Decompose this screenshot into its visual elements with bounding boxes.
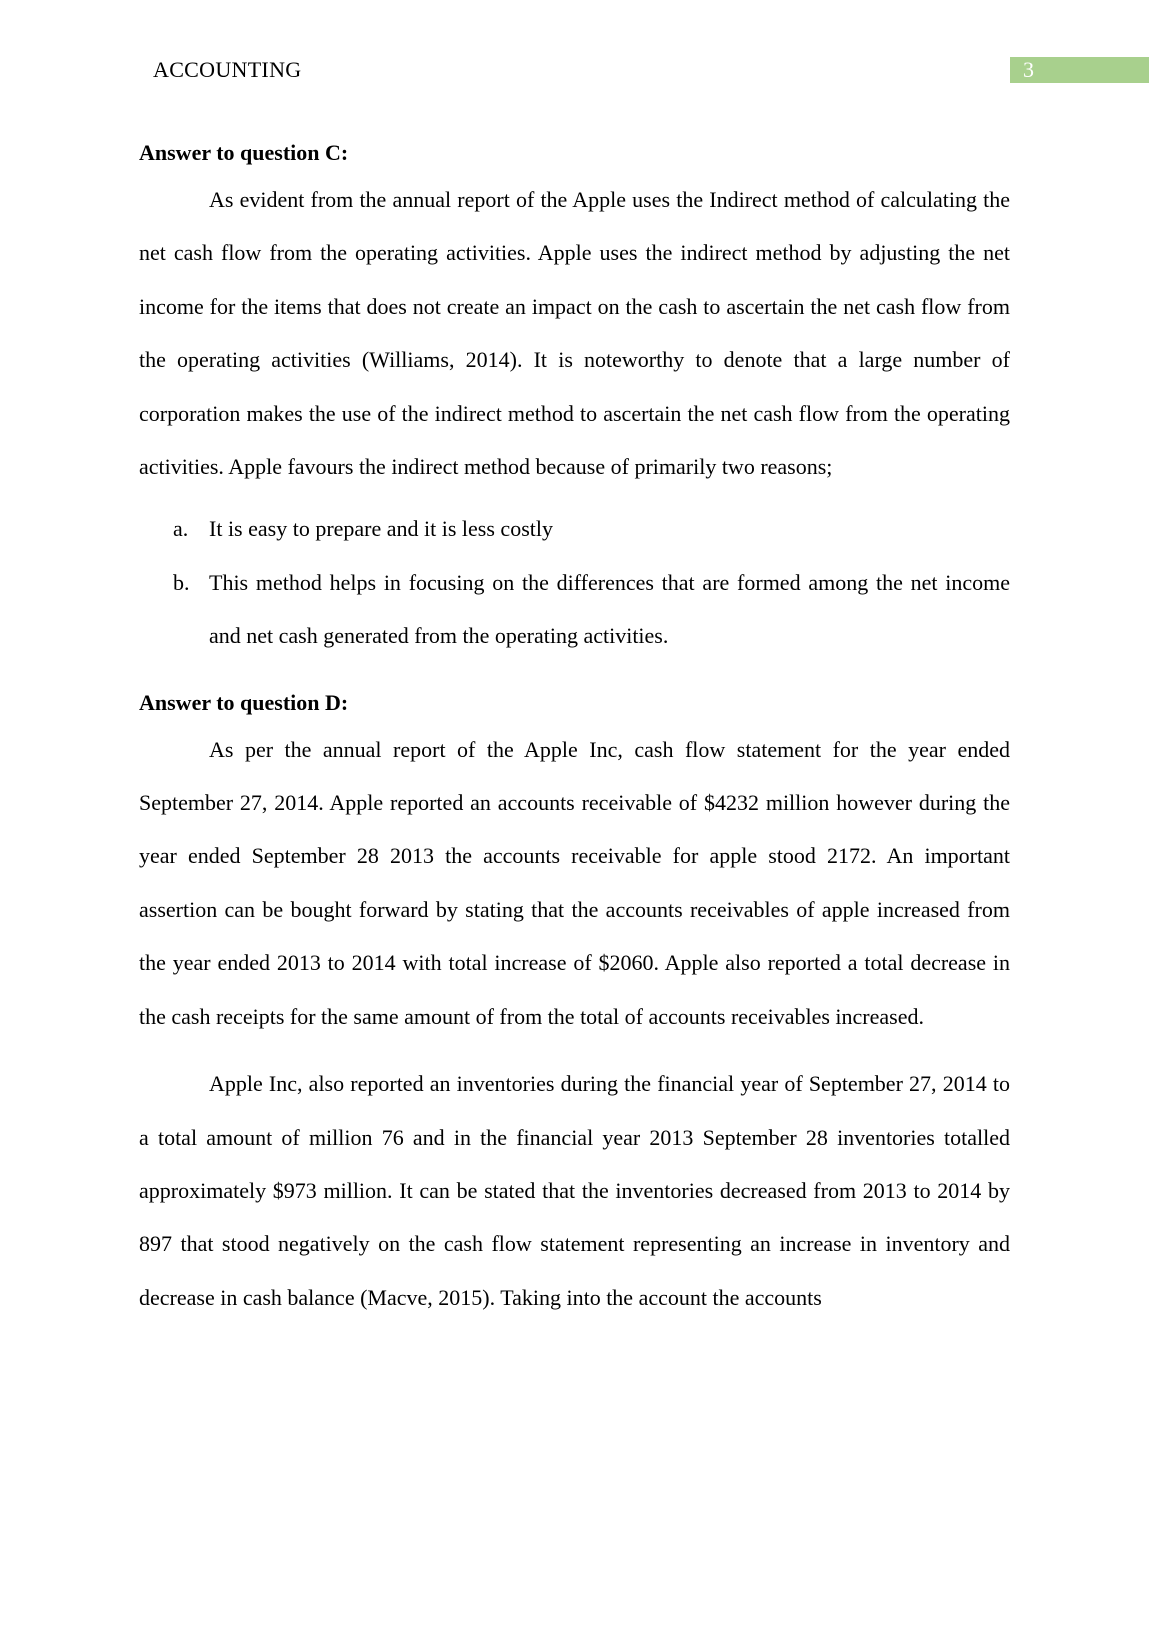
paragraph-question-d-1: As per the annual report of the Apple Inc, cash flow statement for the year ended September 27, 2014. Apple reported an accounts receivable of $4232 million however during the year ended September 28 2013 the accounts receivable for apple stood 2172. An important assertion can be bought forward by stating that the accounts receivables of apple increased from the year ended 2013 to 2014 with total increase of $2060. Apple also reported a total decrease in the cash receipts for the same amount of from the total of accounts receivables increased. [139, 736, 1010, 1029]
list-marker: a. [173, 516, 189, 542]
list-item [139, 556, 1010, 663]
paragraph-question-d-2: Apple Inc, also reported an inventories during the financial year of September 27, 2014 to a total amount of million 76 and in the financial year 2013 September 28 inventories totalled approximately $973 million. It can be stated that the inventories decreased from 2013 to 2014 by 897 that stood negatively on the cash flow statement representing an increase in inventory and decrease in cash balance (Macve, 2015). Taking into the account the accounts [139, 1071, 1010, 1310]
paragraph-question-c: As evident from the annual report of the Apple uses the Indirect method of calculating the net cash flow from the operating activities. Apple uses the indirect method by adjusting the net income for the items that does not create an impact on the cash to ascertain the net cash flow from the operating activities (Williams, 2014). It is noteworthy to denote that a large number of corporation makes the use of the indirect method to ascertain the net cash flow from the operating activities. Apple favours the indirect method because of primarily two reasons; [139, 187, 1010, 480]
heading-question-d: Answer to question D: [139, 689, 349, 715]
page-number-badge [1010, 57, 1149, 83]
running-header-title: ACCOUNTING [153, 57, 302, 82]
list-item-text: This method helps in focusing on the differences that are formed among the net income and net cash generated from the operating activities. [209, 569, 1010, 649]
list-item [139, 502, 1010, 555]
list-item-text: It is easy to prepare and it is less costly [209, 516, 553, 542]
document-body [139, 133, 1010, 1324]
list-marker: b. [173, 569, 190, 595]
heading-question-c: Answer to question C: [139, 140, 349, 165]
page-number: 3 [1023, 57, 1034, 82]
reasons-list [139, 502, 1010, 662]
